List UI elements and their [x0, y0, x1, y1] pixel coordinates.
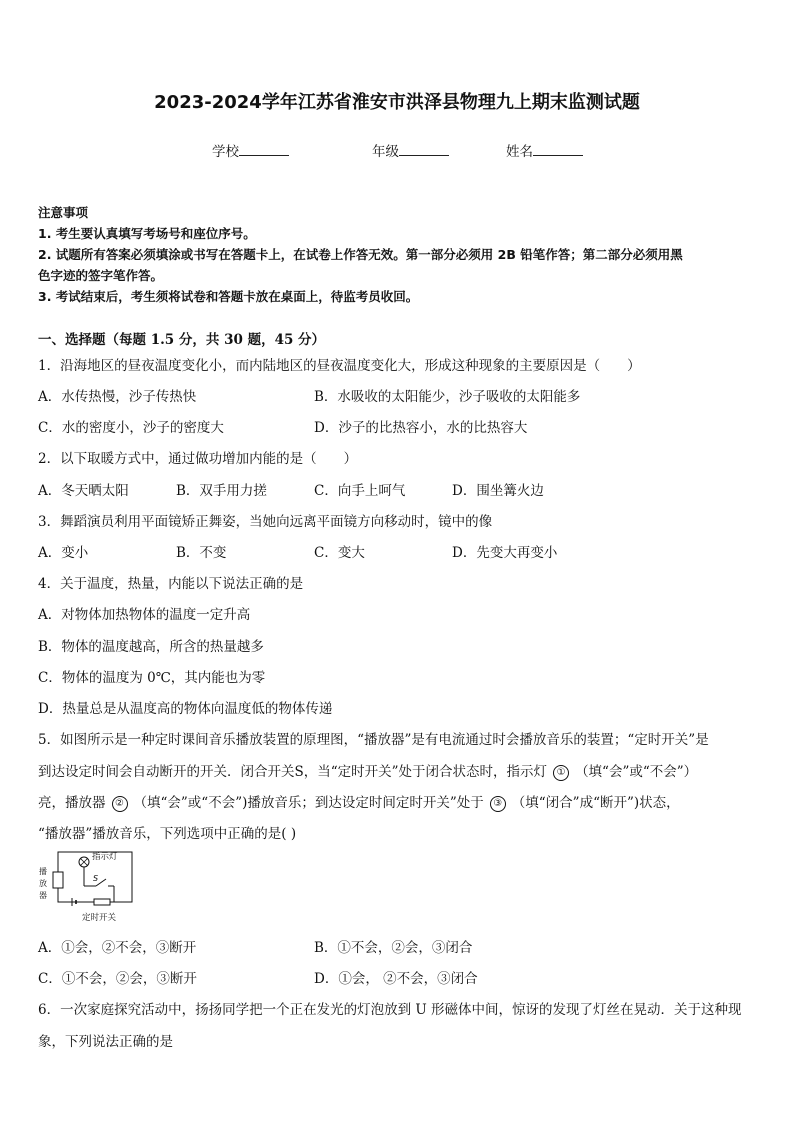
option-a: A．①会，②不会，③断开: [38, 940, 197, 956]
question-stem: 2．以下取暖方式中，通过做功增加内能的是（ ）: [38, 451, 358, 467]
question-stem: “播放器”播放音乐，下列选项中正确的是( ): [38, 826, 297, 842]
player-symbol: [53, 872, 63, 888]
grade-field: [372, 140, 449, 160]
question-stem-line: [38, 760, 697, 781]
option-b: B．水吸收的太阳能少，沙子吸收的太阳能多: [314, 389, 581, 405]
option-d: D．①会， ②不会，③闭合: [314, 971, 478, 987]
stem-text: 到达设定时间会自动断开的开关．闭合开关S，当“定时开关”处于闭合状态时，指示灯: [38, 764, 548, 780]
question-stem: 4．关于温度，热量，内能以下说法正确的是: [38, 576, 304, 592]
option-b: B．不变: [176, 545, 227, 561]
notice-item: 3. 考试结束后，考生须将试卷和答题卡放在桌面上，待监考员收回。: [38, 289, 419, 304]
notice-item: 2. 试题所有答案必须填涂或书写在答题卡上，在试卷上作答无效。第一部分必须用 2B 铅笔作答；第二部分必须用黑: [38, 247, 683, 262]
stem-text: （填“会”或“不会”)播放音乐；到达设定时间定时开关”处于: [133, 795, 484, 811]
option-d: D．沙子的比热容小，水的比热容大: [314, 420, 528, 436]
option-b: B．双手用力搓: [176, 483, 267, 499]
section-heading: 一、选择题（每题 1.5 分，共 30 题，45 分）: [38, 332, 326, 348]
name-field: [506, 140, 583, 160]
option-a: A．对物体加热物体的温度一定升高: [38, 607, 251, 623]
question-stem: 象，下列说法正确的是: [38, 1034, 173, 1050]
question-stem: 3．舞蹈演员利用平面镜矫正舞姿，当她向远离平面镜方向移动时，镜中的像: [38, 514, 493, 530]
blank-marker-2: ②: [112, 796, 128, 812]
notice-item: 色字迹的签字笔作答。: [38, 268, 164, 283]
school-field: [212, 140, 289, 160]
question-stem: 6．一次家庭探究活动中，扬扬同学把一个正在发光的灯泡放到 U 形磁体中间，惊讶的发现了灯丝在晃动．关于这种现: [38, 1002, 742, 1018]
stem-text: 亮，播放器: [38, 795, 106, 811]
option-c: C．物体的温度为 0℃，其内能也为零: [38, 670, 266, 686]
notice-item: 1. 考生要认真填写考场号和座位序号。: [38, 226, 256, 241]
timer-switch-symbol: [94, 899, 110, 905]
page-title: 2023-2024学年江苏省淮安市洪泽县物理九上期末监测试题: [154, 92, 640, 113]
option-a: A．冬天晒太阳: [38, 483, 129, 499]
school-blank[interactable]: [239, 141, 289, 156]
player-label-1: 播: [39, 867, 47, 876]
option-a: A．水传热慢，沙子传热快: [38, 389, 197, 405]
stem-text: （填“会”或“不会”）: [575, 764, 698, 780]
option-a: A．变小: [38, 545, 89, 561]
question-stem: 1．沿海地区的昼夜温度变化小，而内陆地区的昼夜温度变化大，形成这种现象的主要原因是（ ）: [38, 358, 641, 374]
option-b: B．①不会，②会，③闭合: [314, 940, 473, 956]
stem-text: （填“闭合”成“断开”)状态，: [511, 795, 680, 811]
name-blank[interactable]: [533, 141, 583, 156]
blank-marker-1: ①: [553, 765, 569, 781]
option-c: C．①不会，②会，③断开: [38, 971, 197, 987]
grade-blank[interactable]: [399, 141, 449, 156]
timer-label: 定时开关: [82, 913, 117, 923]
notice-heading: 注意事项: [38, 205, 89, 220]
grade-label: 年级: [372, 144, 399, 160]
option-c: C．水的密度小，沙子的密度大: [38, 420, 224, 436]
name-label: 姓名: [506, 144, 533, 160]
option-c: C．向手上呵气: [314, 483, 406, 499]
option-b: B．物体的温度越高，所含的热量越多: [38, 639, 264, 655]
player-label-3: 器: [39, 891, 47, 900]
switch-s-label: S: [93, 874, 99, 883]
lamp-label: 指示灯: [92, 852, 118, 862]
option-d: D．先变大再变小: [452, 545, 558, 561]
circuit-diagram: [38, 848, 138, 928]
blank-marker-3: ③: [490, 796, 506, 812]
question-stem: 5．如图所示是一种定时课间音乐播放装置的原理图，“播放器”是有电流通过时会播放音乐的装置；“定时开关”是: [38, 732, 709, 748]
option-d: D．热量总是从温度高的物体向温度低的物体传递: [38, 701, 333, 717]
school-label: 学校: [212, 144, 239, 160]
question-stem-line: [38, 791, 680, 812]
player-label-2: 放: [39, 879, 47, 888]
option-d: D．围坐篝火边: [452, 483, 544, 499]
option-c: C．变大: [314, 545, 365, 561]
